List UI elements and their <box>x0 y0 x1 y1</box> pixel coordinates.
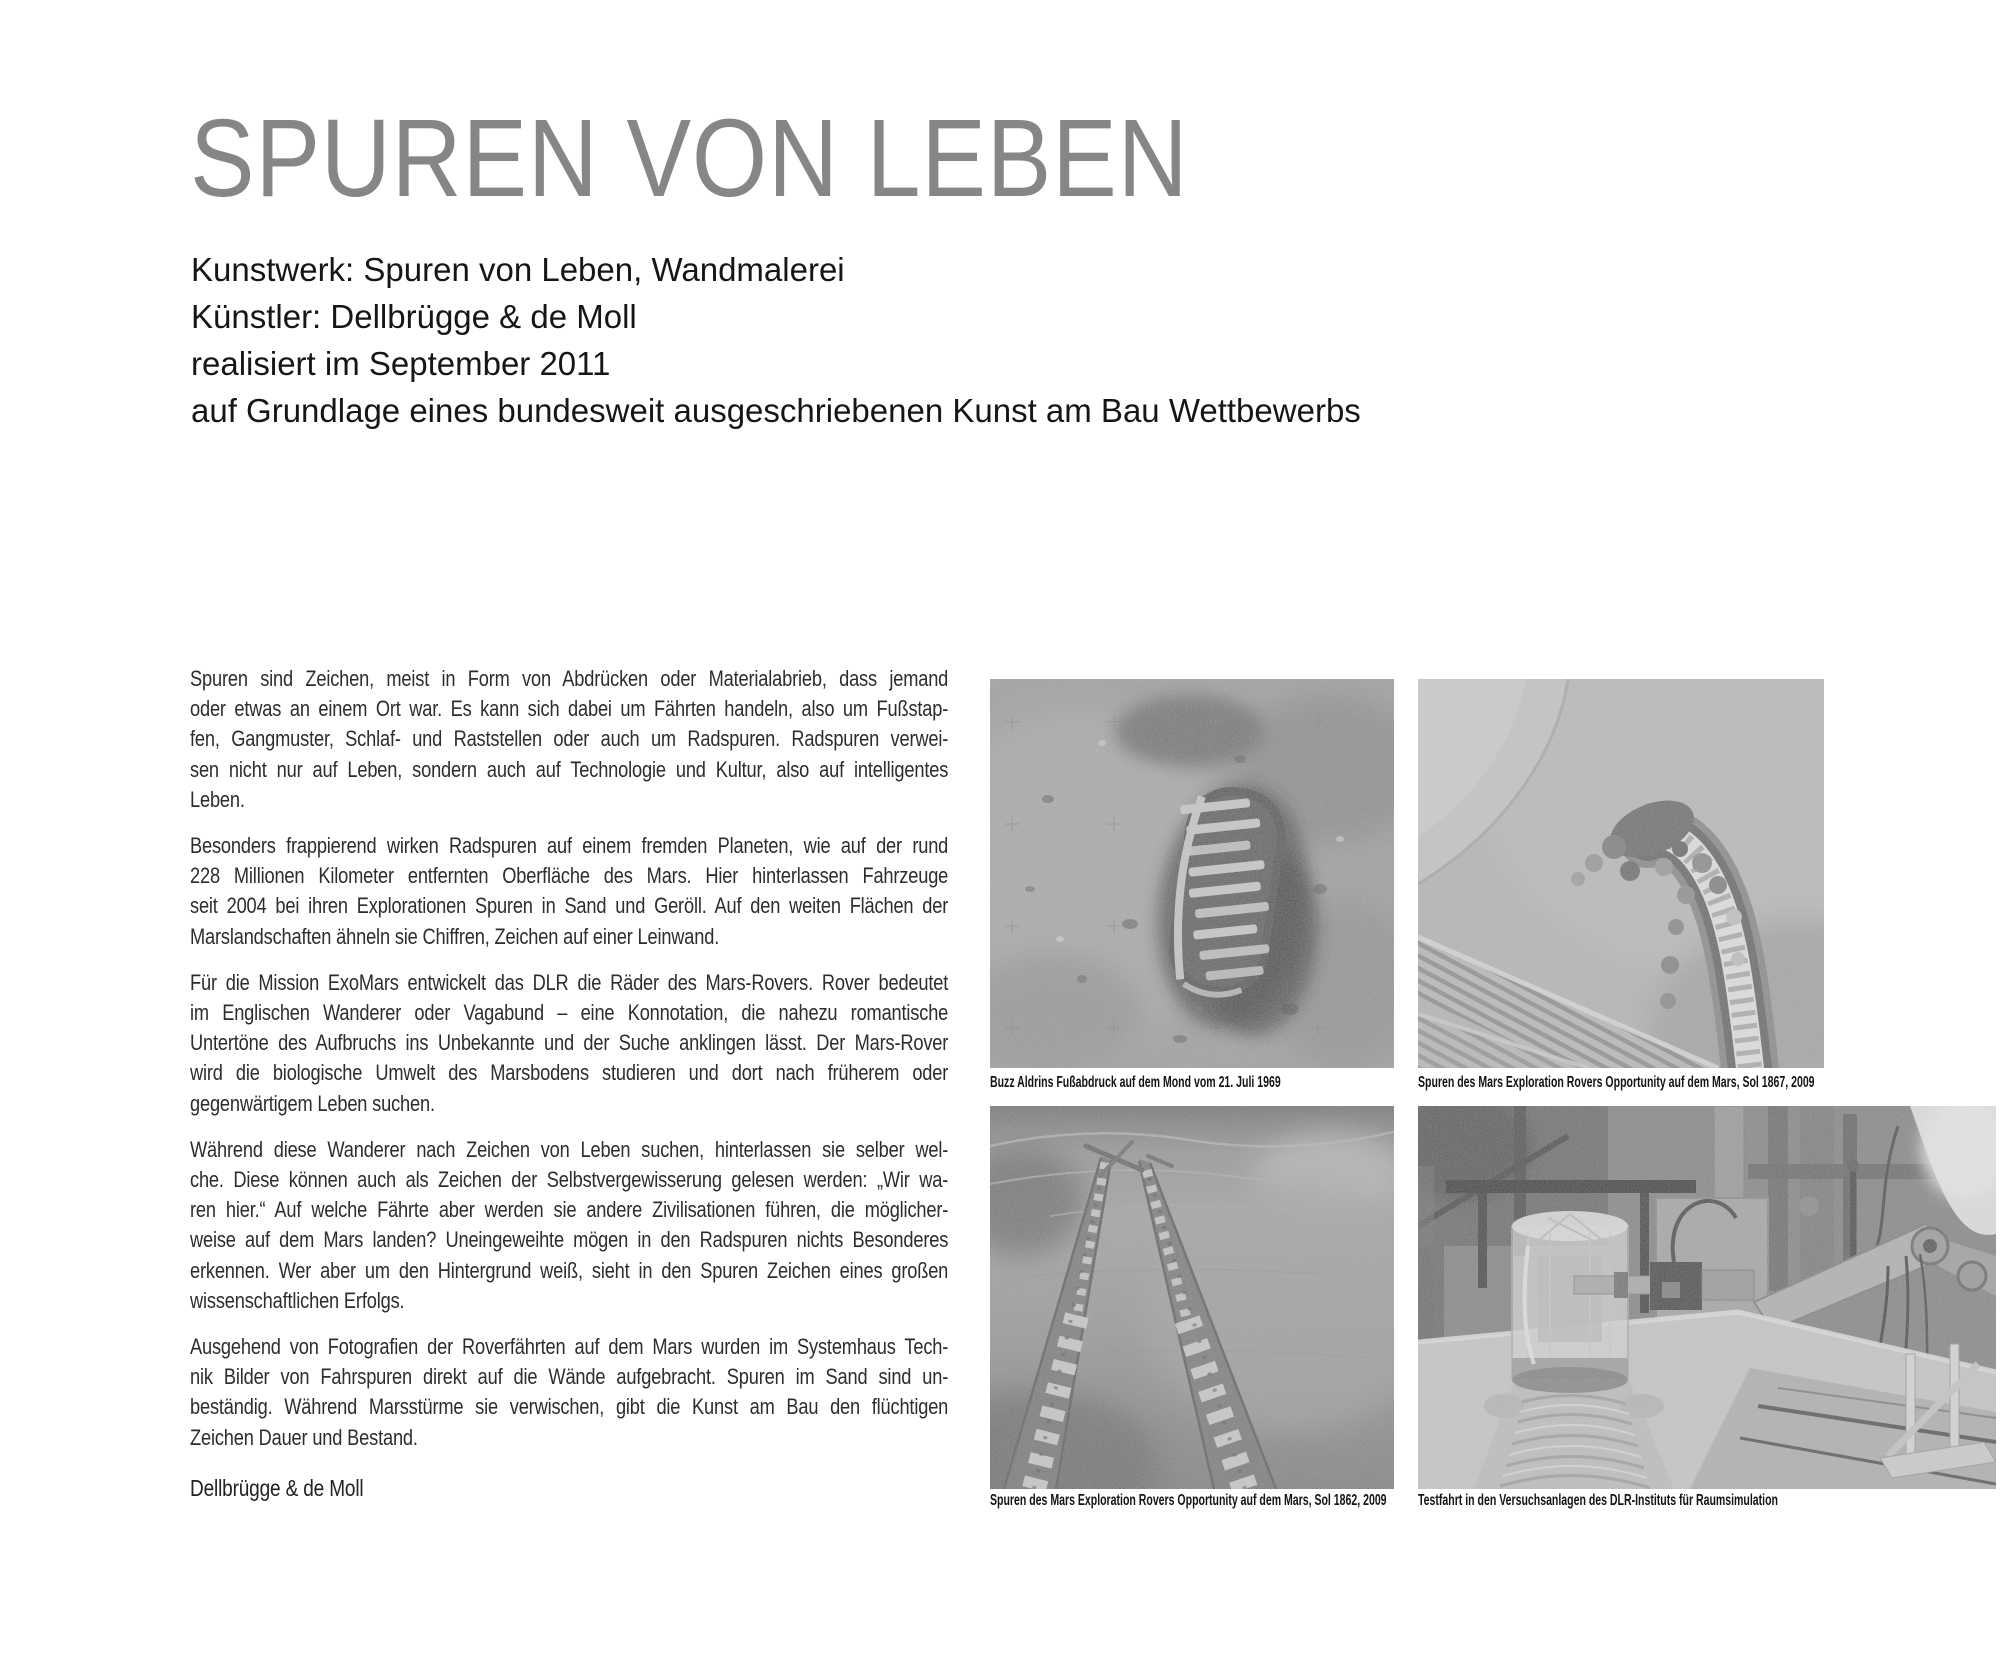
paragraph-line: Leben. <box>190 786 245 812</box>
caption-dlr-test: Testfahrt in den Versuchsanlagen des DLR-Instituts für Raumsimulation <box>1418 1492 1778 1509</box>
paragraph <box>190 968 948 1119</box>
paragraph <box>190 1332 948 1453</box>
paragraph-line: Während diese Wanderer nach Zeichen von Leben suchen, hinterlassen sie selber wel- <box>190 1136 949 1162</box>
paragraph-line: nik Bilder von Fahrspuren direkt auf die Wände aufgebracht. Spuren im Sand sind un- <box>190 1364 949 1390</box>
paragraph-line: sen nicht nur auf Leben, sondern auch auf Technologie und Kultur, also auf intelligentes <box>190 756 949 782</box>
signature: Dellbrügge & de Moll <box>190 1474 364 1501</box>
paragraph-line: Marslandschaften ähneln sie Chiffren, Zeichen auf einer Leinwand. <box>190 923 720 949</box>
caption-moon-footprint: Buzz Aldrins Fußabdruck auf dem Mond vom 21. Juli 1969 <box>990 1074 1281 1091</box>
page-title: SPUREN VON LEBEN <box>190 97 1189 220</box>
paragraph-line: im Englischen Wanderer oder Vagabund – eine Konnotation, die nahezu romantische <box>190 1000 949 1026</box>
paragraph-line: gegenwärtigem Leben suchen. <box>190 1090 435 1116</box>
moon-footprint-image <box>990 679 1394 1068</box>
artwork-meta <box>191 246 1361 434</box>
paragraph <box>190 831 948 952</box>
paragraph-line: Untertöne des Aufbruchs ins Unbekannte und der Suche anklingen lässt. Der Mars-Rover <box>190 1030 949 1056</box>
paragraph-line: wissenschaftlichen Erfolgs. <box>190 1287 405 1313</box>
photo-moon-footprint <box>990 679 1394 1068</box>
paragraph <box>190 664 948 815</box>
caption-mars-trench: Spuren des Mars Exploration Rovers Opportunity auf dem Mars, Sol 1867, 2009 <box>1418 1074 1815 1091</box>
paragraph-line: beständig. Während Marsstürme sie verwischen, gibt die Kunst am Bau den flüchtigen <box>190 1394 949 1420</box>
paragraph-line: Für die Mission ExoMars entwickelt das DLR die Räder des Mars-Rovers. Rover bedeutet <box>190 969 949 995</box>
paragraph-line: erkennen. Wer aber um den Hintergrund weiß, sieht in den Spuren Zeichen eines großen <box>190 1257 949 1283</box>
article-paragraphs <box>190 664 948 1453</box>
photo-rover-tracks <box>990 1106 1394 1489</box>
article-body <box>190 664 950 1503</box>
paragraph-line: wird die biologische Umwelt des Marsbodens studieren und dort nach früherem oder <box>190 1060 949 1086</box>
paragraph-line: Ausgehend von Fotografien der Roverfährten auf dem Mars wurden im Systemhaus Tech- <box>190 1334 949 1360</box>
paragraph-line: che. Diese können auch als Zeichen der Selbstvergewisserung gelesen werden: „Wir wa- <box>190 1167 949 1193</box>
paragraph-line: fen, Gangmuster, Schlaf- und Raststellen oder auch um Radspuren. Radspuren verwei- <box>190 726 949 752</box>
rover-tracks-image <box>990 1106 1394 1489</box>
paragraph <box>190 1135 948 1316</box>
paragraph-line: Zeichen Dauer und Bestand. <box>190 1424 418 1450</box>
meta-competition-line: auf Grundlage eines bundesweit ausgeschriebenen Kunst am Bau Wettbewerbs <box>191 392 1361 429</box>
paragraph-line: Besonders frappierend wirken Radspuren auf einem fremden Planeten, wie auf der rund <box>190 833 949 859</box>
photo-dlr-test-facility <box>1418 1106 1996 1489</box>
paragraph-line: 228 Millionen Kilometer entfernten Oberfläche des Mars. Hier hinterlassen Fahrzeuge <box>190 863 949 889</box>
caption-rover-tracks: Spuren des Mars Exploration Rovers Opportunity auf dem Mars, Sol 1862, 2009 <box>990 1492 1387 1509</box>
meta-artist-line: Künstler: Dellbrügge & de Moll <box>191 298 637 335</box>
paragraph-line: Spuren sind Zeichen, meist in Form von Abdrücken oder Materialabrieb, dass jemand <box>190 666 949 691</box>
paragraph-line: weise auf dem Mars landen? Uneingeweihte mögen in den Radspuren nichts Besonderes <box>190 1227 949 1253</box>
paragraph-line: ren hier.“ Auf welche Fährte aber werden sie andere Zivilisationen führen, die möglicher- <box>190 1197 949 1223</box>
dlr-test-image <box>1418 1106 1996 1489</box>
paragraph-line: seit 2004 bei ihren Explorationen Spuren in Sand und Geröll. Auf den weiten Flächen der <box>190 893 949 919</box>
meta-artwork-line: Kunstwerk: Spuren von Leben, Wandmalerei <box>191 251 845 288</box>
paragraph-line: oder etwas an einem Ort war. Es kann sich dabei um Fährten handeln, also um Fußstap- <box>190 696 949 722</box>
mars-trench-image <box>1418 679 1824 1068</box>
photo-mars-trench <box>1418 679 1824 1068</box>
meta-realised-line: realisiert im September 2011 <box>191 345 611 382</box>
